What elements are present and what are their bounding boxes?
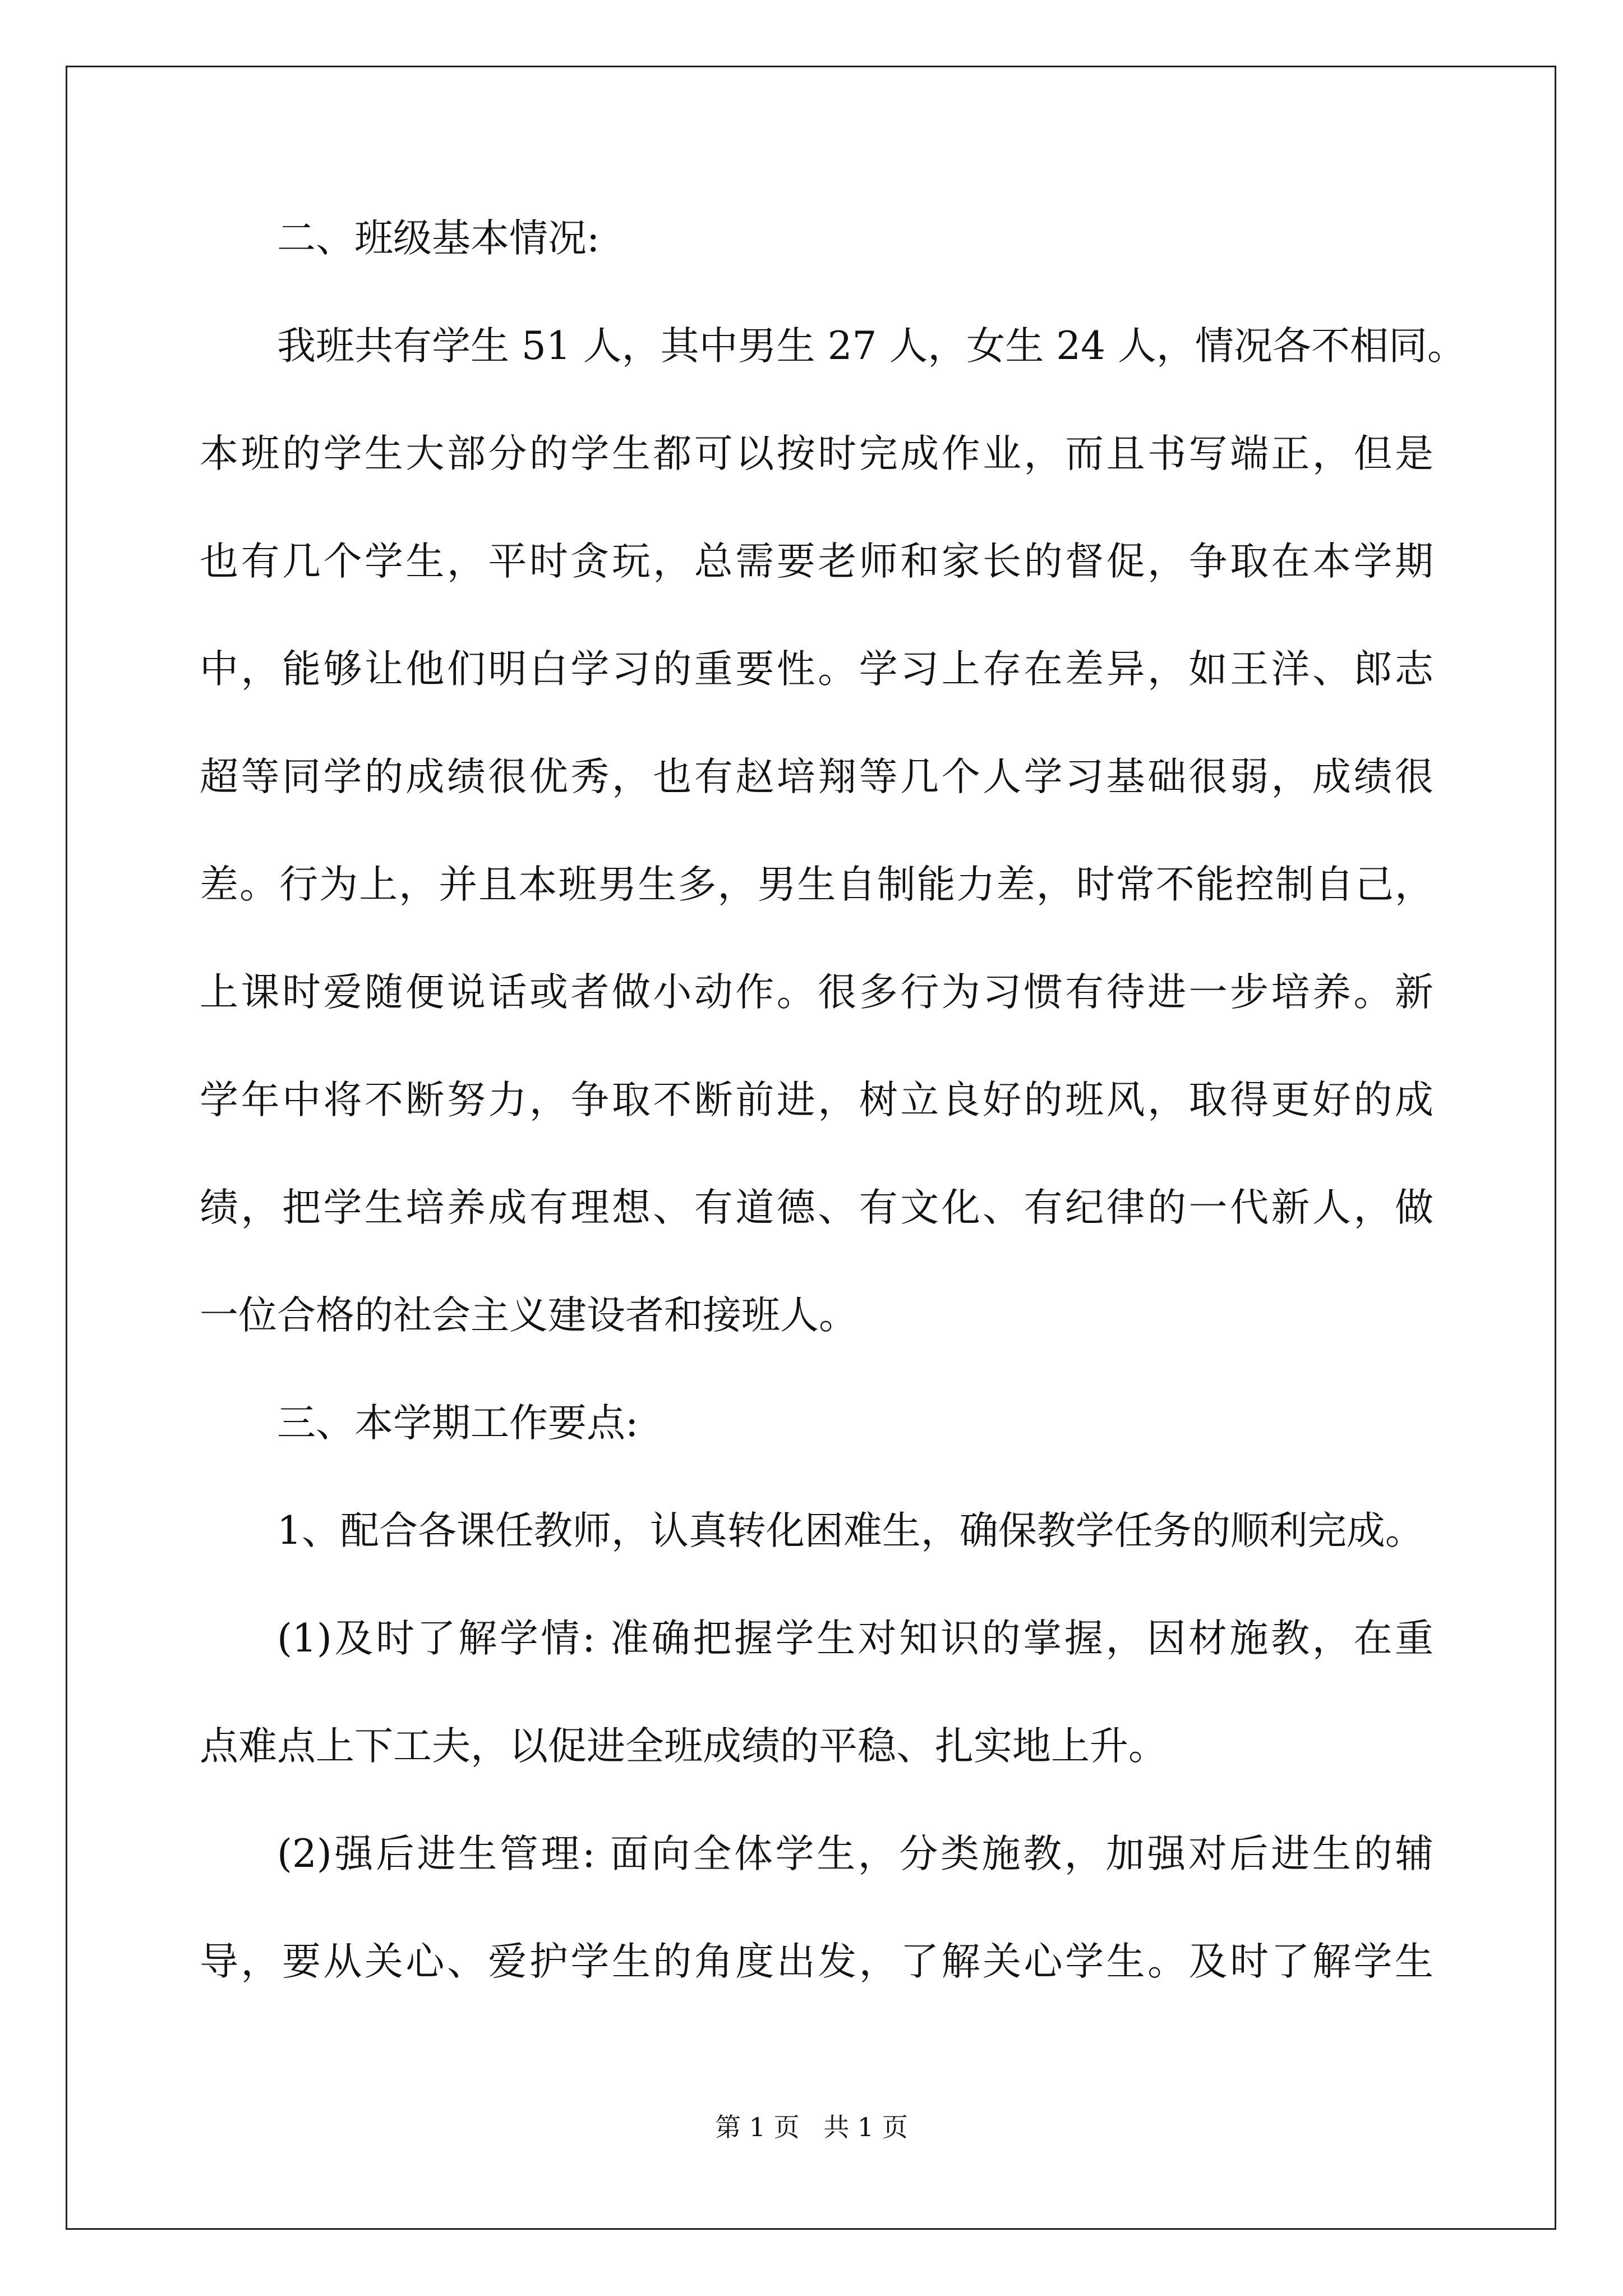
paragraph-line: 导，要从关心、爱护学生的角度出发，了解关心学生。及时了解学生 <box>200 1939 1433 1984</box>
sub-item-2: (2)强后进生管理: 面向全体学生，分类施教，加强对后进生的辅 <box>277 1832 1433 1876</box>
page-number-total: 共 1 页 <box>823 2112 908 2142</box>
paragraph-line: 点难点上下工夫，以促进全班成绩的平稳、扎实地上升。 <box>200 1724 1167 1769</box>
paragraph-line: 差。行为上，并且本班男生多，男生自制能力差，时常不能控制自己， <box>200 862 1433 907</box>
page-border <box>66 66 1556 2230</box>
paragraph-line: 一位合格的社会主义建设者和接班人。 <box>200 1293 857 1338</box>
paragraph-line: 超等同学的成绩很优秀，也有赵培翔等几个人学习基础很弱，成绩很 <box>200 754 1433 799</box>
sub-item-1: (1)及时了解学情: 准确把握学生对知识的掌握，因材施教，在重 <box>277 1616 1433 1661</box>
paragraph-line: 中，能够让他们明白学习的重要性。学习上存在差异，如王洋、郎志 <box>200 647 1433 692</box>
section-heading-work-points: 三、本学期工作要点: <box>277 1401 639 1446</box>
paragraph-line: 上课时爱随便说话或者做小动作。很多行为习惯有待进一步培养。新 <box>200 970 1433 1015</box>
page-number-current: 第 1 页 <box>715 2112 800 2142</box>
paragraph-line: 学年中将不断努力，争取不断前进，树立良好的班风，取得更好的成 <box>200 1078 1433 1122</box>
paragraph-line: 本班的学生大部分的学生都可以按时完成作业，而且书写端正，但是 <box>200 431 1433 476</box>
paragraph-line: 我班共有学生 51 人，其中男生 27 人，女生 24 人，情况各不相同。 <box>277 324 1466 369</box>
paragraph-line: 也有几个学生，平时贪玩，总需要老师和家长的督促，争取在本学期 <box>200 539 1433 584</box>
section-heading-class-situation: 二、班级基本情况: <box>277 216 600 261</box>
paragraph-line: 绩，把学生培养成有理想、有道德、有文化、有纪律的一代新人，做 <box>200 1185 1433 1230</box>
page-footer <box>0 2110 1623 2144</box>
list-item-1: 1、配合各课任教师，认真转化困难生，确保教学任务的顺利完成。 <box>277 1508 1424 1553</box>
